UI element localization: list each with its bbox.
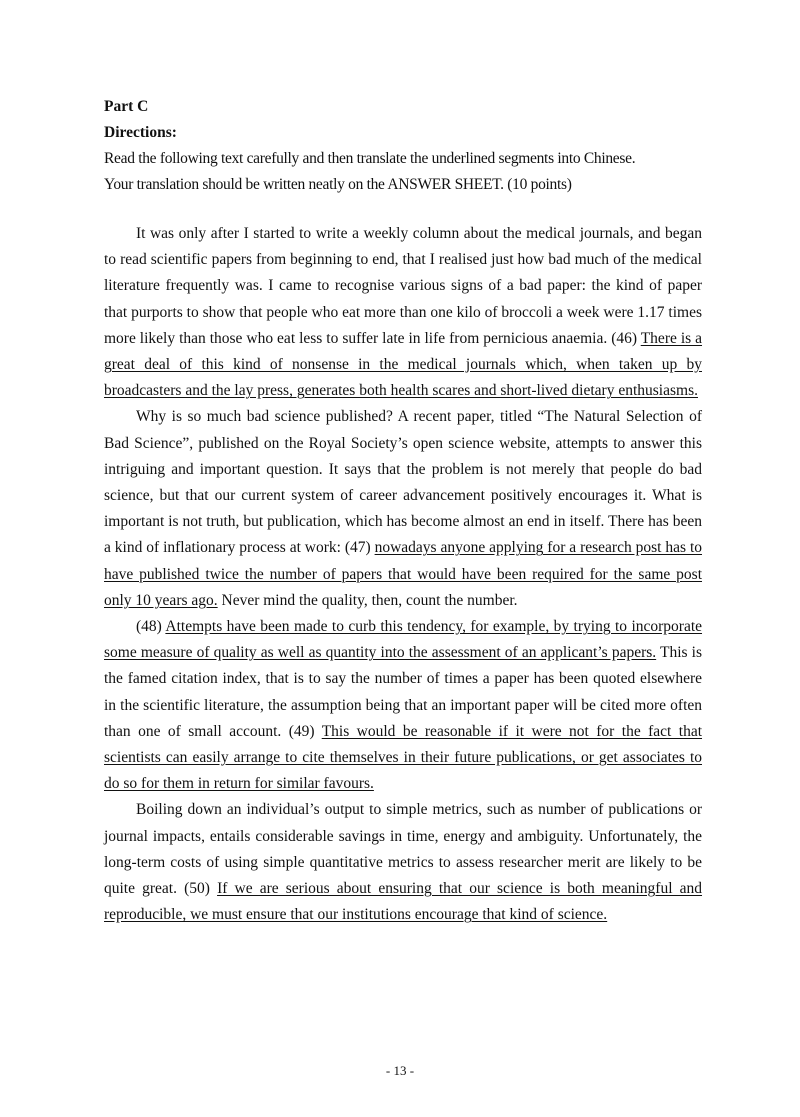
- translation-segment-47: nowadays anyone applying for a research post has to have published twice the number of papers that would have been required for the same post only 10 years ago.: [104, 539, 702, 609]
- directions-heading: Directions:: [104, 124, 177, 141]
- paragraph-3: [104, 614, 702, 797]
- part-heading: Part C: [104, 98, 149, 115]
- paragraph-3-text: This is the famed citation index, that is to say the number of times a paper has been quoted elsewhere in the scientific literature, the assumption being that an important paper will be cited more often than one of small account. (49): [104, 644, 702, 740]
- paragraph-2: [104, 404, 702, 614]
- paragraph-4-text: Boiling down an individual’s output to simple metrics, such as number of publications or journal impacts, entails considerable savings in time, energy and ambiguity. Unfortunately, the long-term costs of using simple quantitative metrics to assess researcher merit are likely to be quite great. (50): [104, 801, 702, 898]
- directions-line-2: Your translation should be written neatly on the ANSWER SHEET. (10 points): [104, 176, 572, 193]
- paragraph-1-text: It was only after I started to write a weekly column about the medical journals, and began to read scientific papers from beginning to end, that I realised just how bad much of the medical literature frequently was. I came to recognise various signs of a bad paper: the kind of paper that purports to show that people who eat more than one kilo of broccoli a week were 1.17 times more likely than those who eat less to suffer late in life from pernicious anaemia. (46): [104, 225, 702, 347]
- paragraph-2-tail: Never mind the quality, then, count the number.: [217, 591, 518, 609]
- translation-segment-46: There is a great deal of this kind of nonsense in the medical journals which, when taken up by broadcasters and the lay press, generates both health scares and short-lived dietary enthusiasms.: [104, 329, 703, 400]
- page-content: [104, 94, 702, 928]
- paragraph-1: [104, 221, 702, 404]
- translation-segment-49: This would be reasonable if it were not for the fact that scientists can easily arrange to cite themselves in their future publications, or get associates to do so for them in return for similar favours.: [104, 722, 703, 793]
- directions-line-1: Read the following text carefully and then translate the underlined segments into Chinese.: [104, 150, 636, 167]
- paragraph-2-text: Why is so much bad science published? A recent paper, titled “The Natural Selection of Bad Science”, published on the Royal Society’s open science website, attempts to answer this intriguing and important question. It says that the problem is not merely that people do bad science, but that our current system of career advancement positively encourages it. What is important is not truth, but publication, which has become almost an end in itself. There has been a kind of inflationary process at work: (47): [104, 408, 702, 557]
- paragraph-4: [104, 797, 702, 928]
- translation-segment-50: If we are serious about ensuring that our science is both meaningful and reproducible, we must ensure that our institutions encourage that kind of science.: [104, 880, 703, 924]
- page-number: - 13 -: [385, 1063, 415, 1078]
- translation-segment-48: Attempts have been made to curb this tendency, for example, by trying to incorporate some measure of quality as well as quantity into the assessment of an applicant’s papers.: [104, 618, 703, 662]
- paragraph-3-lead: (48): [136, 618, 166, 636]
